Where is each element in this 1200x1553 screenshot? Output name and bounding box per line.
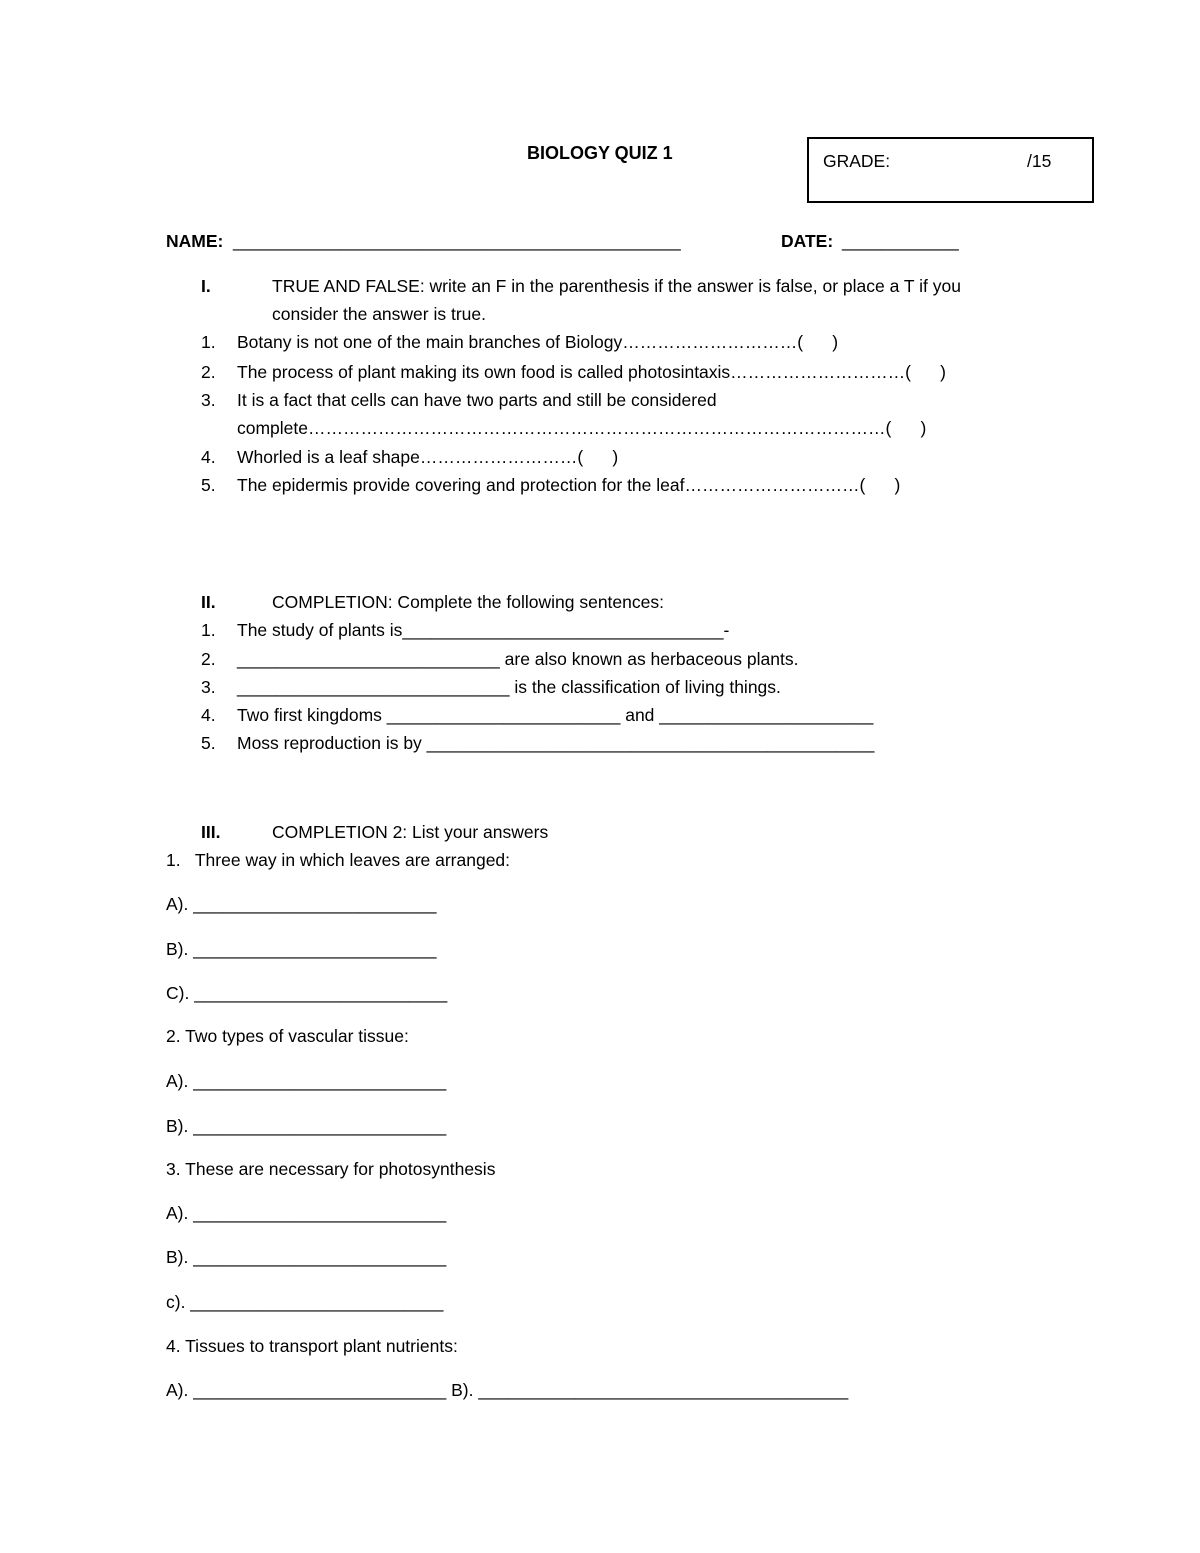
tf-item-text: The epidermis provide covering and protection for the leaf…………………………( ) [237,475,901,495]
tf-item-text: It is a fact that cells can have two parts and still be considered [237,390,717,410]
date-label: DATE: [781,231,834,251]
name-label: NAME: [166,231,224,251]
page-title: BIOLOGY QUIZ 1 [527,143,673,163]
tf-item-text: Whorled is a leaf shape………………………( ) [237,447,619,467]
completion-item-number: 1. [201,620,216,640]
completion-item-text[interactable]: The study of plants is_________________________________- [237,620,730,640]
list-question: 2. Two types of vascular tissue: [166,1026,409,1046]
section-2-instruction: COMPLETION: Complete the following sentences: [272,592,664,612]
completion-item-text[interactable]: ____________________________ is the classification of living things. [237,677,781,697]
answer-line[interactable]: B). __________________________ [166,1247,447,1267]
section-1-instruction-cont: consider the answer is true. [272,304,486,324]
answer-line[interactable]: c). __________________________ [166,1292,444,1312]
answer-line[interactable]: B). __________________________ [166,1116,447,1136]
completion-item-text[interactable]: ___________________________ are also known as herbaceous plants. [237,649,799,669]
answer-line[interactable]: B). _________________________ [166,939,437,959]
section-1-numeral: I. [201,276,211,296]
completion-item-number: 5. [201,733,216,753]
tf-item-number: 2. [201,362,216,382]
tf-item-text: The process of plant making its own food is called photosintaxis…………………………( ) [237,362,947,382]
section-3-numeral: III. [201,822,221,842]
list-question: 4. Tissues to transport plant nutrients: [166,1336,458,1356]
completion-item-text[interactable]: Two first kingdoms ________________________ and ______________________ [237,705,874,725]
completion-item-text[interactable]: Moss reproduction is by ______________________________________________ [237,733,875,753]
section-3-instruction: COMPLETION 2: List your answers [272,822,549,842]
tf-item-text: Botany is not one of the main branches of Biology…………………………( ) [237,332,839,352]
grade-label: GRADE: [823,151,891,171]
tf-item-number: 4. [201,447,216,467]
answer-line[interactable]: A). __________________________ B). ______________________________________ [166,1380,849,1400]
completion-item-number: 4. [201,705,216,725]
completion-item-number: 3. [201,677,216,697]
date-field[interactable]: ____________ [842,231,959,251]
list-question: 3. These are necessary for photosynthesis [166,1159,496,1179]
name-field[interactable]: ______________________________________________ [233,231,681,251]
answer-line[interactable]: C). __________________________ [166,983,448,1003]
tf-item-number: 1. [201,332,216,352]
tf-item-number: 5. [201,475,216,495]
grade-box [807,137,1094,203]
answer-line[interactable]: A). __________________________ [166,1203,447,1223]
answer-line[interactable]: A). __________________________ [166,1071,447,1091]
grade-total: /15 [1027,151,1052,171]
list-question: 1. Three way in which leaves are arranged: [166,850,511,870]
answer-line[interactable]: A). _________________________ [166,894,437,914]
tf-item-number: 3. [201,390,216,410]
completion-item-number: 2. [201,649,216,669]
section-1-instruction: TRUE AND FALSE: write an F in the parenthesis if the answer is false, or place a T if you [272,276,961,296]
tf-item-text-cont: complete………………………………………………………………………………………( ) [237,418,927,438]
section-2-numeral: II. [201,592,216,612]
